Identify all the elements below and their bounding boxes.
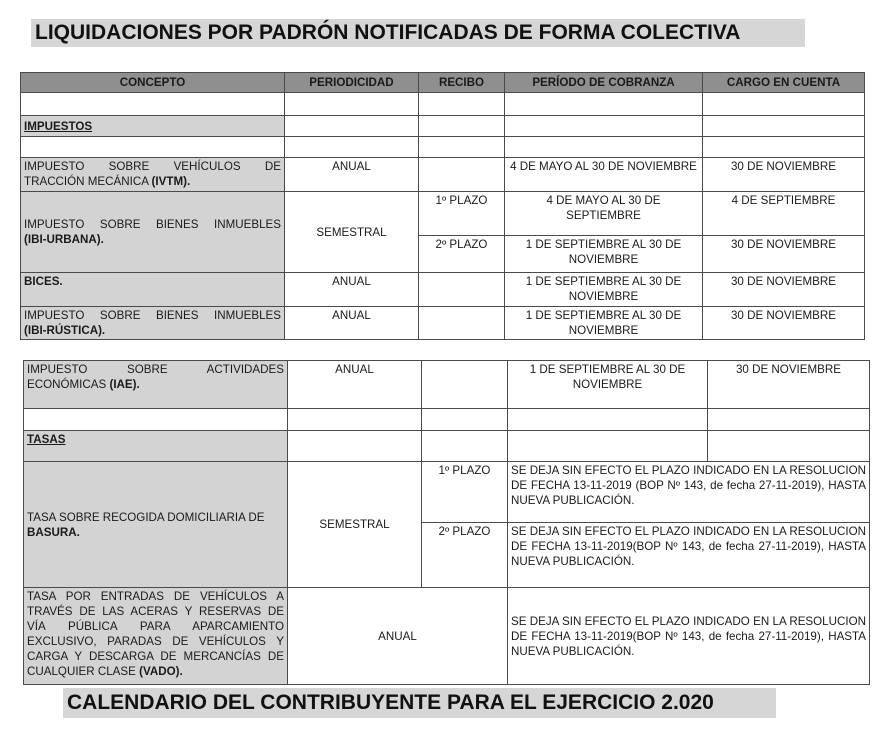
section-label-tasas: TASAS: [27, 433, 66, 446]
cell-periodicidad: ANUAL: [288, 361, 422, 409]
table-row-ibi-rustica: [21, 307, 865, 340]
table-row-ibi-urbana-plazo1: [21, 192, 865, 236]
cell-periodo: 4 DE MAYO AL 30 DE SEPTIEMBRE: [505, 192, 703, 236]
cell-recibo: 2º PLAZO: [422, 523, 508, 588]
cell-periodicidad: ANUAL: [285, 158, 419, 192]
cell-periodo: 1 DE SEPTIEMBRE AL 30 DE NOVIEMBRE: [505, 236, 703, 273]
cell-recibo: 2º PLAZO: [419, 236, 505, 273]
header-periodo: PERÍODO DE COBRANZA: [505, 73, 703, 93]
table-row-basura-plazo1: [24, 462, 870, 523]
cell-periodo: 1 DE SEPTIEMBRE AL 30 DE NOVIEMBRE: [505, 273, 703, 307]
section-label-impuestos: IMPUESTOS: [24, 119, 93, 133]
header-recibo: RECIBO: [419, 73, 505, 93]
cell-concepto: IMPUESTO SOBRE BIENES INMUEBLES (IBI-URBANA).: [21, 192, 285, 273]
cell-periodo: 1 DE SEPTIEMBRE AL 30 DE NOVIEMBRE: [505, 307, 703, 340]
cell-cargo: 30 DE NOVIEMBRE: [708, 361, 870, 409]
cell-concepto: BICES.: [21, 273, 285, 307]
table-row-ivtm: [21, 158, 865, 192]
empty-row: [21, 137, 865, 158]
cell-cargo: 30 DE NOVIEMBRE: [703, 236, 865, 273]
header-periodicidad: PERIODICIDAD: [285, 73, 419, 93]
table-row-vado: [24, 588, 870, 685]
table-row-iae: [24, 361, 870, 409]
cell-concepto: IMPUESTO SOBRE BIENES INMUEBLES (IBI-RÚSTICA).: [21, 307, 285, 340]
cell-periodicidad: SEMESTRAL: [285, 192, 419, 273]
cell-periodo: 1 DE SEPTIEMBRE AL 30 DE NOVIEMBRE: [508, 361, 708, 409]
cell-periodicidad: ANUAL: [285, 273, 419, 307]
cell-periodo: SE DEJA SIN EFECTO EL PLAZO INDICADO EN LA RESOLUCION DE FECHA 13-11-2019(BOP Nº 143, de fecha 27-11-2019), HASTA NUEVA PUBLICACIÓN.: [508, 523, 870, 588]
cell-cargo: 30 DE NOVIEMBRE: [703, 273, 865, 307]
cell-periodo: 4 DE MAYO AL 30 DE NOVIEMBRE: [505, 158, 703, 192]
section-row-tasas: [24, 431, 870, 462]
cell-recibo: 1º PLAZO: [422, 462, 508, 523]
calendar-title: CALENDARIO DEL CONTRIBUYENTE PARA EL EJERCICIO 2.020: [63, 688, 776, 718]
cell-cargo: 4 DE SEPTIEMBRE: [703, 192, 865, 236]
cell-concepto: IMPUESTO SOBRE ACTIVIDADES ECONÓMICAS (IAE).: [24, 361, 288, 409]
header-cargo: CARGO EN CUENTA: [703, 73, 865, 93]
page-title: LIQUIDACIONES POR PADRÓN NOTIFICADAS DE FORMA COLECTIVA: [31, 19, 805, 47]
empty-row: [24, 409, 870, 431]
empty-row: [21, 93, 865, 116]
cell-periodicidad: SEMESTRAL: [288, 462, 422, 588]
cell-periodo: SE DEJA SIN EFECTO EL PLAZO INDICADO EN LA RESOLUCION DE FECHA 13-11-2019(BOP Nº 143, de fecha 27-11-2019), HASTA NUEVA PUBLICACIÓN.: [508, 588, 870, 685]
tax-table-impuestos: [20, 72, 865, 340]
cell-concepto: IMPUESTO SOBRE VEHÍCULOS DE TRACCIÓN MECÁNICA (IVTM).: [21, 158, 285, 192]
table-header-row: [21, 73, 865, 93]
cell-periodicidad: ANUAL: [288, 588, 508, 685]
tax-table-tasas: [23, 360, 870, 685]
section-row-impuestos: [21, 116, 865, 137]
table-row-bices: [21, 273, 865, 307]
header-concepto: CONCEPTO: [21, 73, 285, 93]
cell-periodo: SE DEJA SIN EFECTO EL PLAZO INDICADO EN LA RESOLUCION DE FECHA 13-11-2019 (BOP Nº 143, de fecha 27-11-2019), HASTA NUEVA PUBLICACIÓN.: [508, 462, 870, 523]
cell-cargo: 30 DE NOVIEMBRE: [703, 158, 865, 192]
cell-concepto: TASA POR ENTRADAS DE VEHÍCULOS A TRAVÉS DE LAS ACERAS Y RESERVAS DE VÍA PÚBLICA PARA APARCAMIENTO EXCLUSIVO, PARADAS DE VEHÍCULOS Y CARGA Y DESCARGA DE MERCANCÍAS DE CUALQUIER CLASE (VADO).: [24, 588, 288, 685]
cell-cargo: 30 DE NOVIEMBRE: [703, 307, 865, 340]
cell-concepto: TASA SOBRE RECOGIDA DOMICILIARIA DE BASURA.: [24, 462, 288, 588]
cell-recibo: 1º PLAZO: [419, 192, 505, 236]
cell-periodicidad: ANUAL: [285, 307, 419, 340]
